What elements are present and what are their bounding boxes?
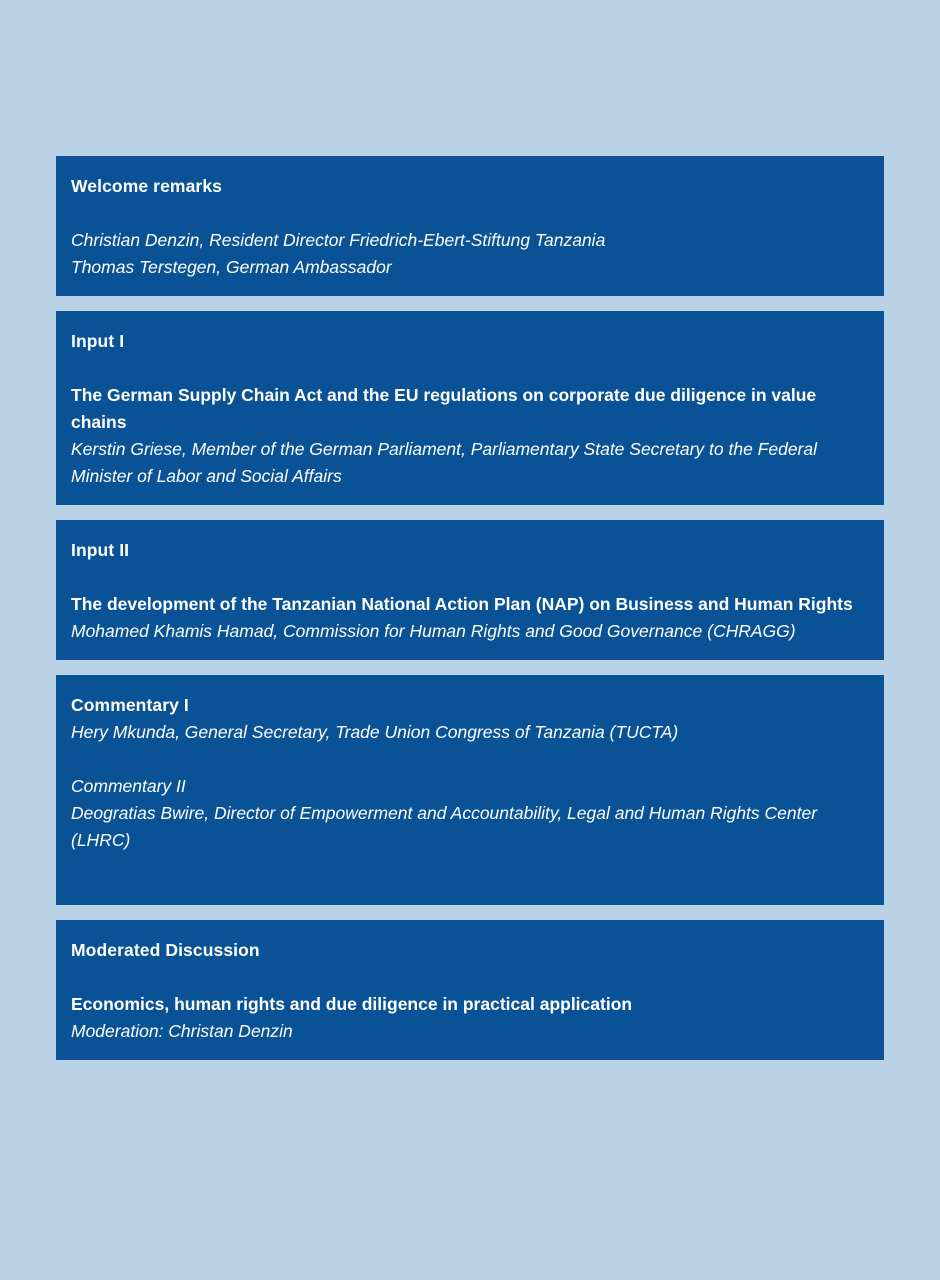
session-heading: Input II: [71, 540, 130, 560]
speaker-line: Kerstin Griese, Member of the German Parliament, Parliamentary State Secretary to the Federal Minister of Labor and Social Affairs: [71, 439, 818, 486]
speaker-line: Hery Mkunda, General Secretary, Trade Union Congress of Tanzania (TUCTA): [71, 722, 679, 742]
session-title: The development of the Tanzanian National Action Plan (NAP) on Business and Human Rights: [71, 594, 853, 614]
session-input-2: [56, 520, 884, 660]
session-subheading: Commentary II: [71, 776, 186, 796]
speaker-line: Christian Denzin, Resident Director Friedrich-Ebert-Stiftung Tanzania: [71, 230, 606, 250]
event-agenda: [56, 156, 884, 1075]
speaker-line: Deogratias Bwire, Director of Empowerment and Accountability, Legal and Human Rights Center (LHRC): [71, 803, 818, 850]
blank-line: [71, 746, 854, 773]
session-input-1: [56, 311, 884, 505]
session-heading: Commentary I: [71, 695, 189, 715]
blank-line: [71, 355, 854, 382]
speaker-line: Mohamed Khamis Hamad, Commission for Human Rights and Good Governance (CHRAGG): [71, 621, 796, 641]
session-heading: Input I: [71, 331, 125, 351]
session-title: The German Supply Chain Act and the EU regulations on corporate due diligence in value chains: [71, 385, 817, 432]
session-commentaries: [56, 675, 884, 905]
session-heading: Welcome remarks: [71, 176, 222, 196]
speaker-line: Thomas Terstegen, German Ambassador: [71, 257, 392, 277]
session-title: Economics, human rights and due diligence in practical application: [71, 994, 633, 1014]
session-welcome-remarks: [56, 156, 884, 296]
session-heading: Moderated Discussion: [71, 940, 260, 960]
blank-line: [71, 564, 854, 591]
panel-bottom-space: [71, 854, 854, 890]
blank-line: [71, 964, 854, 991]
session-moderated-discussion: [56, 920, 884, 1060]
moderation-line: Moderation: Christan Denzin: [71, 1021, 293, 1041]
blank-line: [71, 200, 854, 227]
